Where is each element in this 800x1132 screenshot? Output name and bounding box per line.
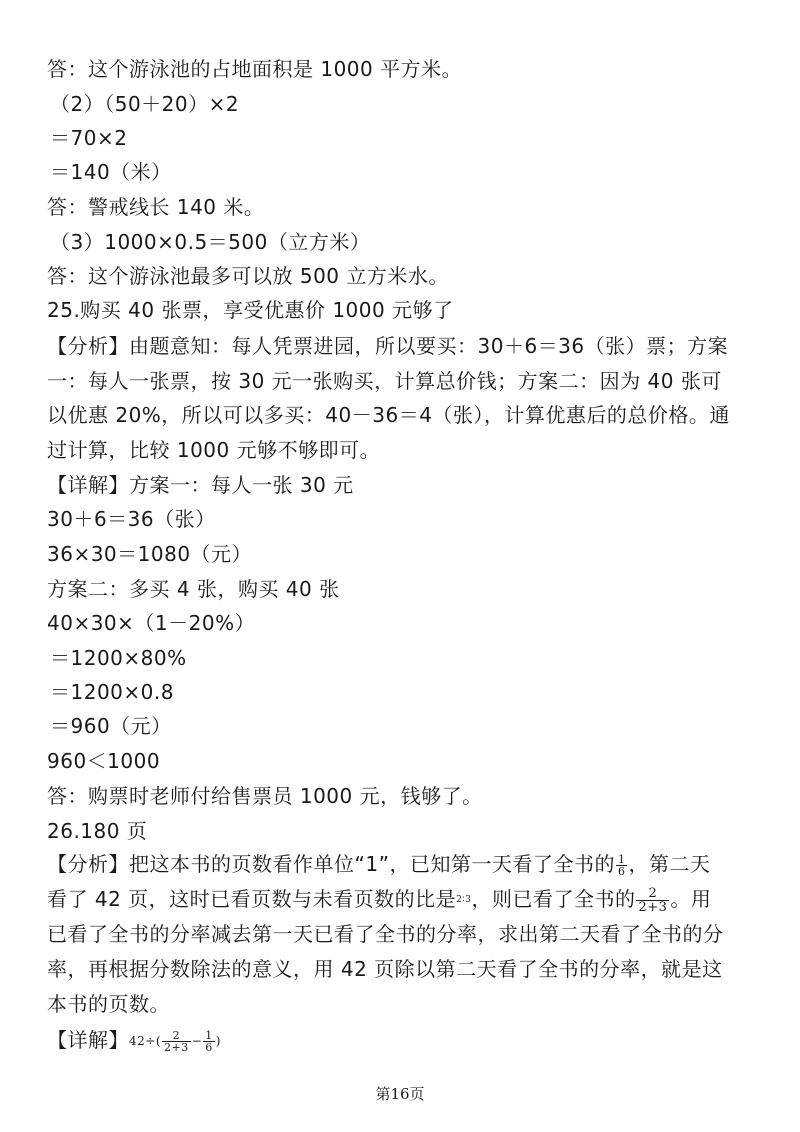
answer-perimeter-line: 答：警戒线长 140 米。 bbox=[47, 195, 265, 219]
step-2-expression: （2）（50＋20）×2 bbox=[50, 92, 240, 116]
detail-26-prefix: 42÷ bbox=[129, 1034, 156, 1048]
answer-area-line: 答：这个游泳池的占地面积是 1000 平方米。 bbox=[47, 57, 463, 81]
answer-volume-line: 答：这个游泳池最多可以放 500 立方米水。 bbox=[47, 264, 449, 288]
detail-26-label: 【详解】 bbox=[47, 1028, 129, 1052]
detail-26-line bbox=[47, 1027, 760, 1054]
analysis-26-line-2 bbox=[47, 886, 760, 914]
page-number: 第16页 bbox=[375, 1085, 425, 1103]
analysis-25-line-1: 【分析】由题意知：每人凭票进园，所以要买：30＋6＝36（张）票；方案 bbox=[47, 334, 729, 358]
detail-25-calc-5: ＝1200×0.8 bbox=[50, 680, 174, 704]
analysis-26-line-1 bbox=[47, 851, 760, 877]
detail-25-plan-2: 方案二：多买 4 张，购买 40 张 bbox=[47, 577, 340, 601]
analysis-25-line-3: 以优惠 20%，所以可以多买：40－36＝4（张），计算优惠后的总价格。通 bbox=[47, 403, 730, 427]
fraction-one-sixth bbox=[616, 854, 628, 877]
fraction-one-sixth bbox=[203, 1030, 215, 1053]
step-2-calc-2: ＝140（米） bbox=[50, 160, 172, 184]
detail-25-calc-1: 30＋6＝36（张） bbox=[47, 507, 216, 531]
detail-25-calc-2: 36×30＝1080（元） bbox=[47, 542, 253, 566]
analysis-26-line-3: 已看了全书的分率减去第一天已看了全书的分率，求出第二天看了全书的分 bbox=[47, 922, 724, 946]
minus-sign: − bbox=[191, 1034, 203, 1048]
step-3-expression: （3）1000×0.5＝500（立方米） bbox=[50, 230, 371, 254]
fraction-denominator: 6 bbox=[617, 865, 626, 878]
detail-25-calc-3: 40×30×（1－20%） bbox=[47, 611, 256, 635]
fraction-numerator: 2 bbox=[162, 1030, 191, 1042]
ratio-two-three: 2∶3 bbox=[456, 895, 472, 905]
fraction-denominator: 6 bbox=[205, 1041, 213, 1054]
analysis-26-text-c: 看了 42 页，这时已看页数与未看页数的比是 bbox=[47, 887, 457, 911]
analysis-25-line-2: 一：每人一张票，按 30 元一张购买，计算总价钱；方案二：因为 40 张可 bbox=[47, 369, 722, 393]
fraction-numerator: 1 bbox=[205, 1029, 213, 1042]
detail-25-compare: 960＜1000 bbox=[47, 749, 161, 773]
detail-26-close-paren: ) bbox=[215, 1034, 221, 1048]
question-25-answer: 25.购买 40 张票，享受优惠价 1000 元够了 bbox=[47, 298, 454, 322]
step-2-calc-1: ＝70×2 bbox=[50, 126, 128, 150]
fraction-denominator: 2+3 bbox=[164, 1041, 189, 1054]
analysis-26-line-5: 本书的页数。 bbox=[47, 992, 170, 1016]
detail-25-calc-4: ＝1200×80% bbox=[50, 646, 187, 670]
analysis-26-text-b: ，第二天 bbox=[628, 852, 711, 876]
fraction-two-over-five bbox=[162, 1030, 191, 1053]
analysis-26-text-d: ，则已看了全书的 bbox=[471, 887, 636, 911]
detail-25-header: 【详解】方案一：每人一张 30 元 bbox=[47, 473, 354, 497]
question-26-answer: 26.180 页 bbox=[47, 819, 148, 843]
analysis-26-line-4: 率，再根据分数除法的意义，用 42 页除以第二天看了全书的分率，就是这 bbox=[47, 957, 723, 981]
fraction-numerator: 1 bbox=[617, 853, 626, 866]
analysis-25-line-4: 过计算，比较 1000 元够不够即可。 bbox=[47, 438, 381, 462]
fraction-two-over-five bbox=[636, 887, 669, 914]
fraction-numerator: 2 bbox=[636, 887, 669, 901]
analysis-26-text-e: 。用 bbox=[670, 887, 712, 911]
analysis-26-text-a: 【分析】把这本书的页数看作单位“1”，已知第一天看了全书的 bbox=[47, 852, 615, 876]
detail-25-calc-6: ＝960（元） bbox=[50, 714, 172, 738]
detail-26-open-paren: ( bbox=[155, 1034, 162, 1048]
fraction-denominator: 2+3 bbox=[638, 900, 668, 915]
answer-25-line: 答：购票时老师付给售票员 1000 元，钱够了。 bbox=[47, 784, 483, 808]
